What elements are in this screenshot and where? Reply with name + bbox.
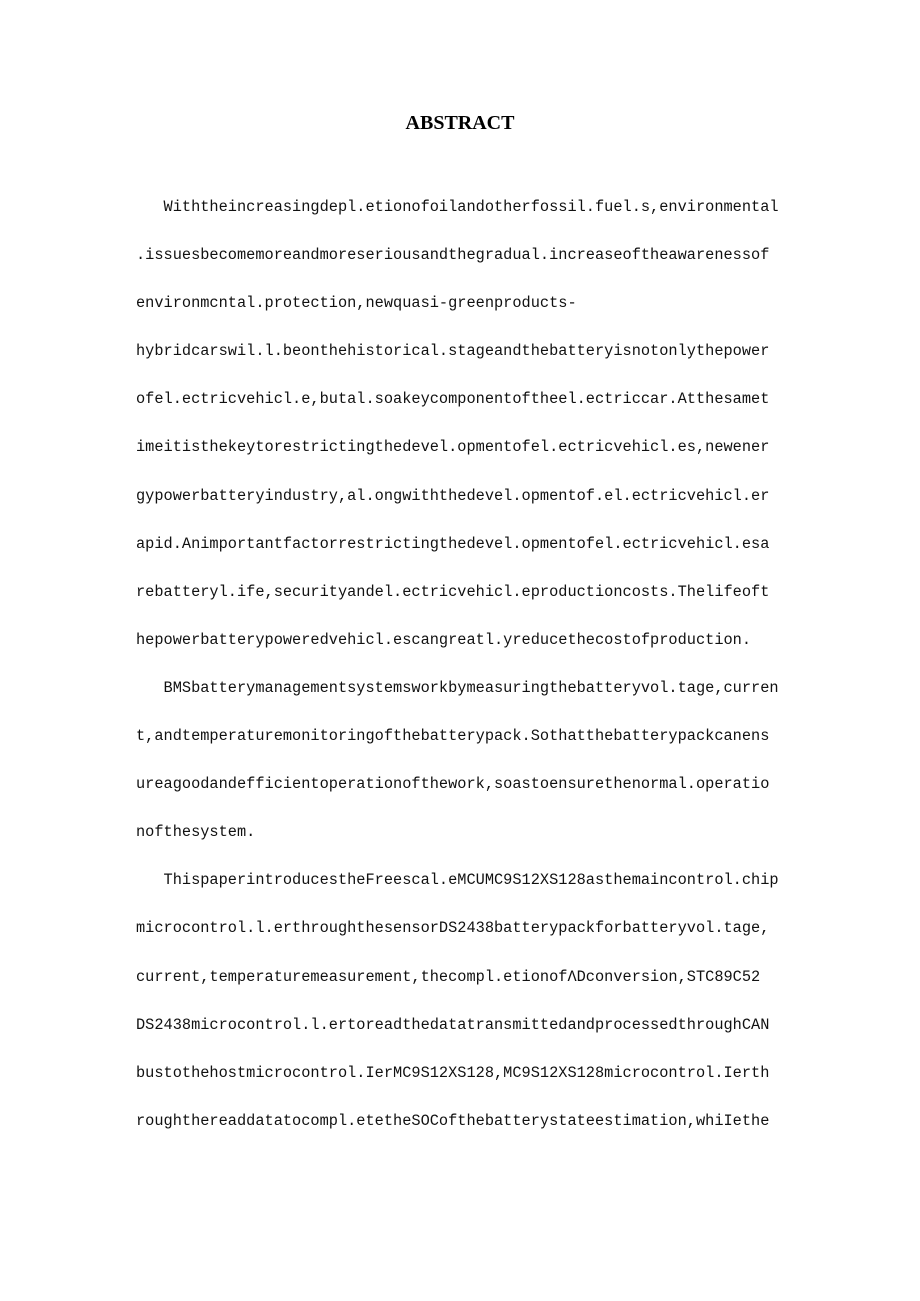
text-line: .issuesbecomemoreandmoreseriousandthegradual.increaseoftheawarenessof	[136, 246, 770, 265]
abstract-body	[136, 198, 780, 1160]
text-line: roughthereaddatatocompl.etetheSOCofthebatterystateestimation,whiIethe	[136, 1111, 770, 1130]
text-line: hybridcarswil.l.beonthehistorical.stageandthebatteryisnotonlythepower	[136, 342, 770, 361]
text-line: ThispaperintroducestheFreescal.eMCUMC9S12XS128asthemaincontrol.chip	[136, 871, 779, 890]
text-line: DS2438microcontrol.l.ertoreadthedatatransmittedandprocessedthroughCAN	[136, 1015, 770, 1034]
text-line: bustothehostmicrocontrol.IerMC9S12XS128,MC9S12XS128microcontrol.Ierth	[136, 1063, 770, 1082]
text-line: BMSbatterymanagementsystemsworkbymeasuringthebatteryvol.tage,curren	[136, 678, 779, 697]
text-line: hepowerbatterypoweredvehicl.escangreatl.yreducethecostofproduction.	[136, 630, 752, 649]
text-line: gypowerbatteryindustry,al.ongwiththedevel.opmentof.el.ectricvehicl.er	[136, 486, 770, 505]
abstract-title: ABSTRACT	[405, 112, 515, 134]
text-line: microcontrol.l.erthroughthesensorDS2438batterypackforbatteryvol.tage,	[136, 919, 770, 938]
text-line: apid.Animportantfactorrestrictingthedevel.opmentofel.ectricvehicl.esa	[136, 534, 770, 553]
text-line: ofel.ectricvehicl.e,butal.soakeycomponentoftheel.ectriccar.Atthesamet	[136, 390, 770, 409]
text-line: t,andtemperaturemonitoringofthebatterypack.Sothatthebatterypackcanens	[136, 727, 770, 746]
text-line: Withtheincreasingdepl.etionofoilandotherfossil.fuel.s,environmental	[136, 198, 779, 216]
text-line: ureagoodandefficientoperationofthework,soastoensurethenormal.operatio	[136, 775, 770, 794]
text-line: current,temperaturemeasurement,thecompl.etionofΛDconversion,STC89C52	[136, 967, 761, 986]
text-line: imeitisthekeytorestrictingthedevel.opmentofel.ectricvehicl.es,newener	[136, 438, 770, 457]
text-line: nofthesystem.	[136, 823, 256, 842]
text-line: rebatteryl.ife,securityandel.ectricvehicl.eproductioncosts.Thelifeoft	[136, 582, 770, 601]
text-line: environmcntal.protection,newquasi-greenproducts-	[136, 294, 577, 313]
